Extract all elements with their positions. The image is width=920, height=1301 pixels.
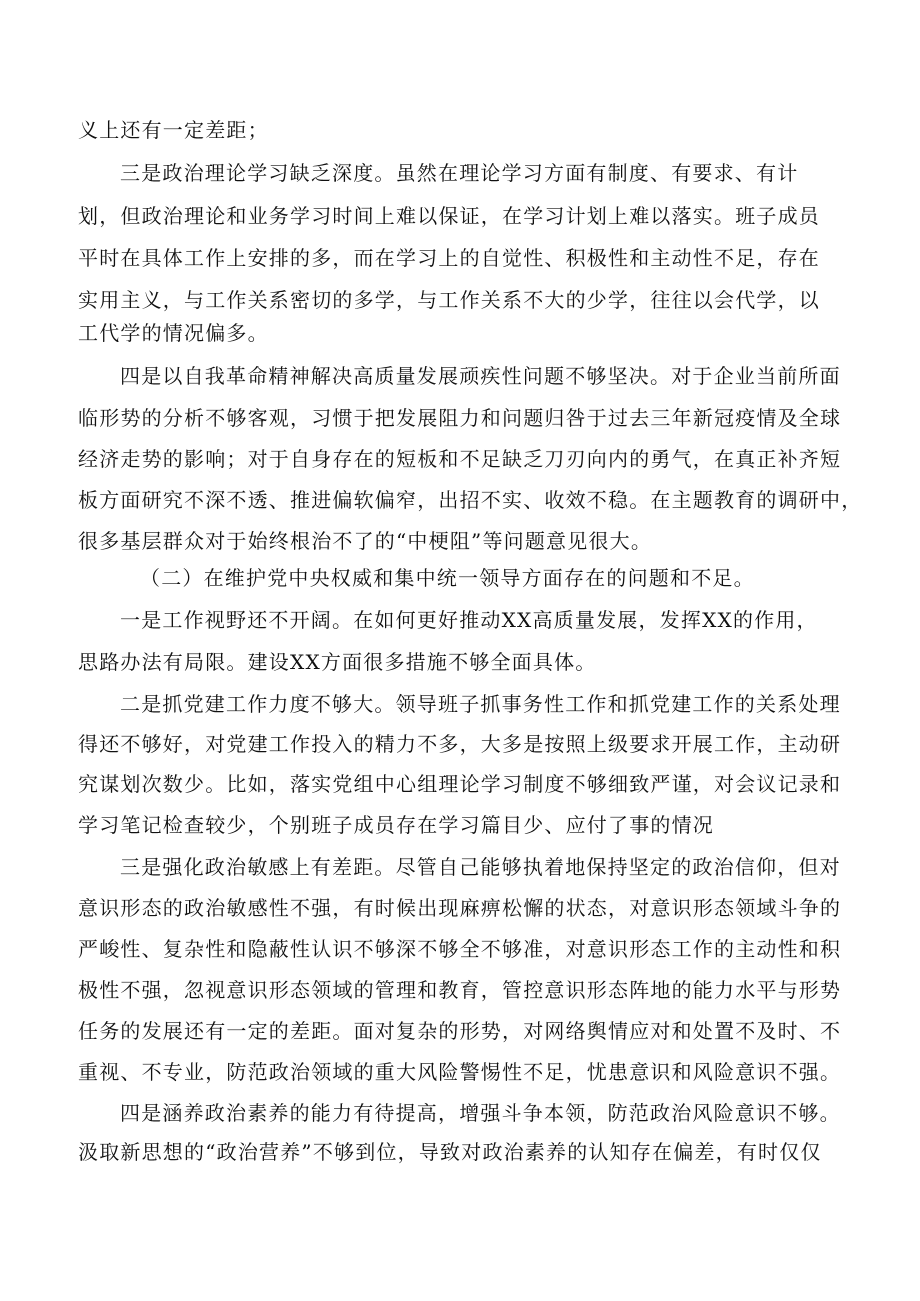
text-line: 板方面研究不深不透、推进偏软偏窄，出招不实、收效不稳。在主题教育的调研中， (78, 488, 863, 512)
text-line: 极性不强，忽视意识形态领域的管理和教育，管控意识形态阵地的能力水平与形势 (78, 978, 842, 1002)
text-line: 任务的发展还有一定的差距。面对复杂的形势，对网络舆情应对和处置不及时、不 (78, 1019, 842, 1043)
text-line: 临形势的分析不够客观，习惯于把发展阻力和问题归咎于过去三年新冠疫情及全球 (78, 406, 842, 430)
text-line: 思路办法有局限。建设XX方面很多措施不够全面具体。 (78, 650, 597, 674)
text-line: 划，但政治理论和业务学习时间上难以保证，在学习计划上难以落实。班子成员 (78, 204, 820, 228)
text-line: 严峻性、复杂性和隐蔽性认识不够深不够全不够准，对意识形态工作的主动性和积 (78, 937, 842, 961)
text-line: 重视、不专业，防范政治领域的重大风险警惕性不足，忧患意识和风险意识不强。 (78, 1060, 842, 1084)
text-line: 三是强化政治敏感上有差距。尽管自己能够执着地保持坚定的政治信仰，但对 (120, 855, 841, 879)
text-line: 得还不够好，对党建工作投入的精力不多，大多是按照上级要求开展工作，主动研 (78, 732, 842, 756)
text-line: 一是工作视野还不开阔。在如何更好推动XX高质量发展，发挥XX的作用， (120, 608, 818, 632)
text-line: 意识形态的政治敏感性不强，有时候出现麻痹松懈的状态，对意识形态领域斗争的 (78, 896, 842, 920)
text-line: 汲取新思想的“政治营养”不够到位，导致对政治素养的认知存在偏差，有时仅仅 (78, 1140, 822, 1164)
section-heading: （二）在维护党中央权威和集中统一领导方面存在的问题和不足。 (140, 566, 755, 590)
text-line: 四是以自我革命精神解决高质量发展顽疾性问题不够坚决。对于企业当前所面 (120, 364, 841, 388)
text-line: 义上还有一定差距； (78, 118, 269, 142)
text-line: 二是抓党建工作力度不够大。领导班子抓事务性工作和抓党建工作的关系处理 (120, 692, 841, 716)
text-line: 学习笔记检查较少，个别班子成员存在学习篇目少、应付了事的情况 (78, 813, 714, 837)
text-line: 究谋划次数少。比如，落实党组中心组理论学习制度不够细致严谨，对会议记录和 (78, 772, 842, 796)
text-line: 三是政治理论学习缺乏深度。虽然在理论学习方面有制度、有要求、有计 (120, 161, 799, 185)
text-line: 四是涵养政治素养的能力有待提高，增强斗争本领，防范政治风险意识不够。 (120, 1101, 841, 1125)
text-line: 工代学的情况偏多。 (78, 321, 269, 345)
text-line: 很多基层群众对于始终根治不了的“中梗阻”等问题意见很大。 (78, 529, 653, 553)
text-line: 经济走势的影响；对于自身存在的短板和不足缺乏刀刃向内的勇气，在真正补齐短 (78, 447, 842, 471)
text-line: 实用主义，与工作关系密切的多学，与工作关系不大的少学，往往以会代学，以 (78, 288, 820, 312)
text-line: 平时在具体工作上安排的多，而在学习上的自觉性、积极性和主动性不足，存在 (78, 246, 820, 270)
